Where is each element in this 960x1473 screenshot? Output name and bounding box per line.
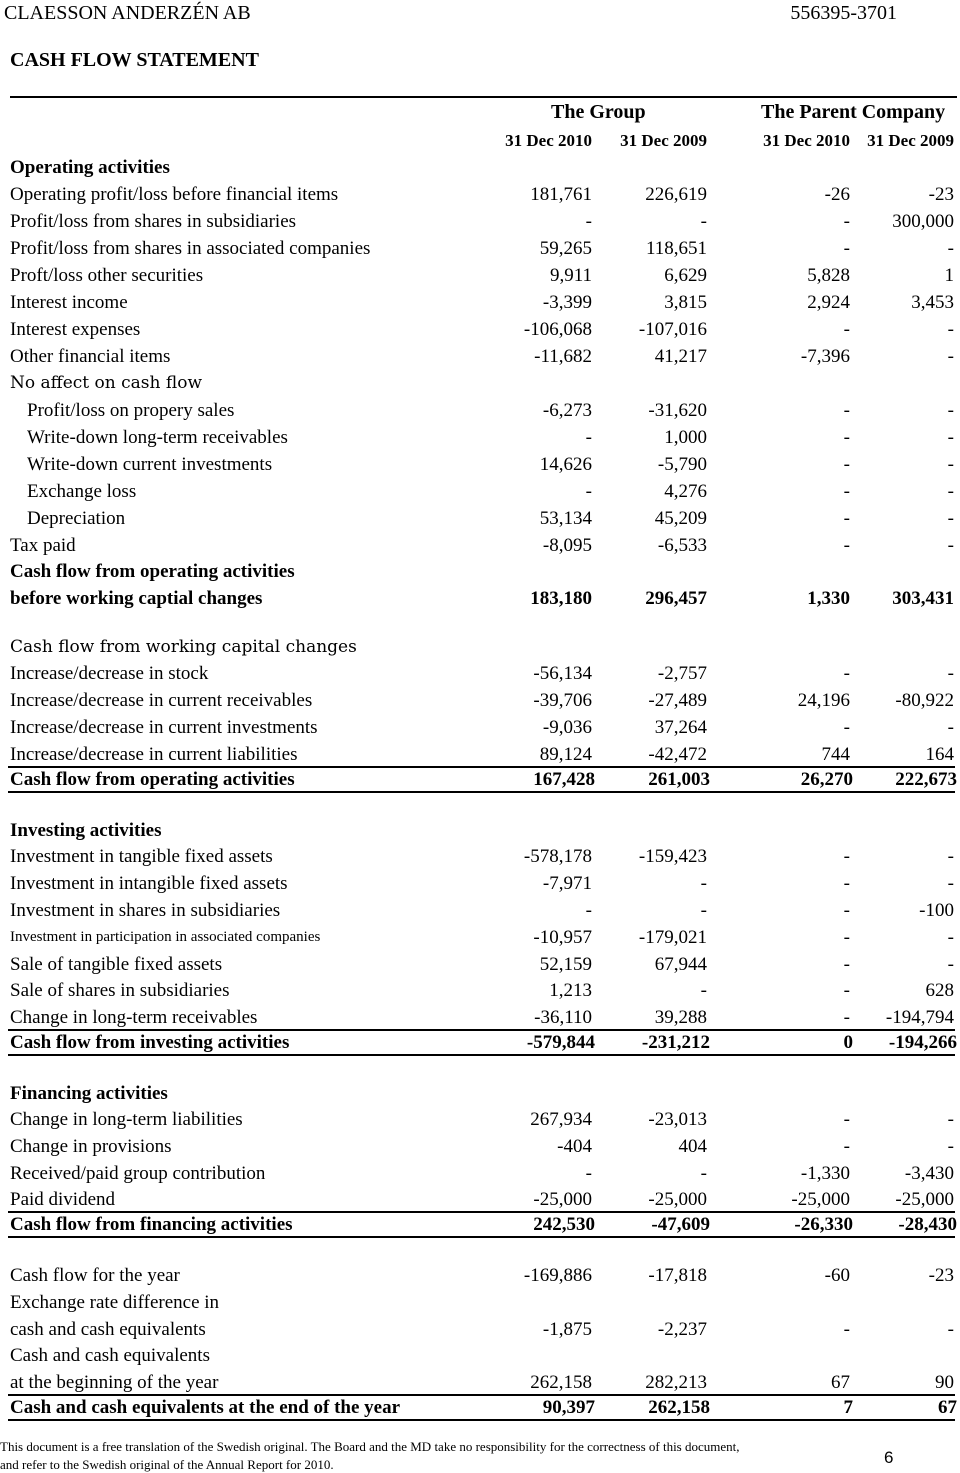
table-row [0, 1160, 960, 1187]
row-value: -159,423 [638, 846, 707, 867]
row-value: - [947, 319, 954, 340]
table-row [0, 316, 960, 343]
row-value: 404 [678, 1136, 707, 1157]
row-label: Increase/decrease in current investments [10, 717, 318, 738]
row-label: Other financial items [10, 346, 171, 367]
row-label: Cash flow for the year [10, 1265, 180, 1286]
row-label: Write-down long-term receivables [27, 427, 288, 448]
row-value: 26,270 [800, 769, 853, 790]
row-value: - [585, 1163, 592, 1184]
row-label: Sale of tangible fixed assets [10, 954, 223, 975]
row-value: -5,790 [657, 454, 707, 475]
row-label: Tax paid [10, 535, 76, 556]
row-value: - [947, 508, 954, 529]
row-value: - [843, 980, 850, 1001]
row-value: 24,196 [797, 690, 850, 711]
row-label: Investment in intangible fixed assets [10, 873, 288, 894]
row-label: Exchange loss [27, 481, 137, 502]
row-value: 262,158 [530, 1372, 592, 1393]
row-label: Cash flow from working capital changes [10, 637, 357, 657]
table-row [0, 343, 960, 370]
row-value: - [947, 400, 954, 421]
row-value: - [947, 454, 954, 475]
row-value: 222,673 [895, 769, 957, 790]
row-value: 183,180 [530, 588, 592, 609]
table-row [0, 714, 960, 741]
table-row [0, 634, 960, 661]
row-value: - [843, 238, 850, 259]
row-value: 3,815 [664, 292, 707, 313]
table-row [0, 397, 960, 424]
table-row [8, 1029, 955, 1056]
row-value: -23 [928, 184, 954, 205]
row-label: Financing activities [10, 1083, 168, 1104]
row-value: 1,330 [807, 588, 850, 609]
row-value: - [947, 1136, 954, 1157]
row-value: - [700, 873, 707, 894]
row-value: -579,844 [526, 1032, 595, 1053]
row-value: -194,794 [885, 1007, 954, 1028]
row-value: 37,264 [654, 717, 707, 738]
table-row [0, 1133, 960, 1160]
row-value: 4,276 [664, 481, 707, 502]
row-value: - [947, 346, 954, 367]
row-value: 261,003 [648, 769, 710, 790]
parent-heading: The Parent Company [761, 101, 946, 123]
row-value: 262,158 [648, 1397, 710, 1418]
row-value: - [585, 427, 592, 448]
row-label: Exchange rate difference in [10, 1292, 220, 1313]
row-value: - [843, 427, 850, 448]
row-label: Proft/loss other securities [10, 265, 204, 286]
row-value: - [700, 980, 707, 1001]
table-row [0, 741, 960, 768]
table-row [0, 558, 960, 585]
table-row [0, 817, 960, 844]
row-value: - [843, 927, 850, 948]
date-header: 31 Dec 2009 [620, 131, 707, 150]
row-label: Increase/decrease in current liabilities [10, 744, 298, 765]
table-row [0, 1369, 960, 1396]
row-value: 744 [821, 744, 850, 765]
row-value: -1,330 [800, 1163, 850, 1184]
row-value: - [585, 481, 592, 502]
row-value: - [947, 873, 954, 894]
table-row [0, 1262, 960, 1289]
row-value: - [843, 1319, 850, 1340]
row-value: - [843, 846, 850, 867]
row-value: 52,159 [539, 954, 592, 975]
row-value: -3,399 [542, 292, 592, 313]
row-value: 282,213 [645, 1372, 707, 1393]
row-value: - [843, 954, 850, 975]
row-label: Increase/decrease in stock [10, 663, 209, 684]
row-value: 303,431 [892, 588, 954, 609]
table-row [0, 1080, 960, 1107]
footer-note-2: and refer to the Swedish original of the Annual Report for 2010. [0, 1457, 334, 1472]
row-value: -11,682 [534, 346, 592, 367]
table-row [0, 208, 960, 235]
row-value: -80,922 [895, 690, 954, 711]
row-label: Operating profit/loss before financial items [10, 184, 339, 205]
table-row [0, 505, 960, 532]
table-row [0, 1004, 960, 1031]
row-label: at the beginning of the year [10, 1372, 219, 1393]
row-value: -60 [824, 1265, 850, 1286]
row-label: Paid dividend [10, 1189, 116, 1210]
row-value: -27,489 [648, 690, 707, 711]
row-value: -42,472 [648, 744, 707, 765]
row-label: Change in long-term receivables [10, 1007, 258, 1028]
table-row [0, 660, 960, 687]
row-label: Sale of shares in subsidiaries [10, 980, 230, 1001]
row-value: -7,971 [542, 873, 592, 894]
row-value: -404 [557, 1136, 592, 1157]
table-row [0, 1186, 960, 1213]
row-value: -36,110 [534, 1007, 592, 1028]
table-row [0, 1316, 960, 1343]
row-value: 53,134 [539, 508, 592, 529]
company-name: CLAESSON ANDERZÉN AB [4, 2, 251, 24]
date-header: 31 Dec 2009 [867, 131, 954, 150]
row-label: Investment in shares in subsidiaries [10, 900, 281, 921]
row-value: 300,000 [892, 211, 954, 232]
row-value: -25,000 [648, 1189, 707, 1210]
row-label: Investment in tangible fixed assets [10, 846, 273, 867]
row-value: 242,530 [533, 1214, 595, 1235]
row-value: -2,237 [657, 1319, 707, 1340]
row-value: 296,457 [645, 588, 707, 609]
row-value: - [843, 508, 850, 529]
row-value: - [843, 319, 850, 340]
row-value: - [843, 1136, 850, 1157]
row-value: - [843, 1109, 850, 1130]
row-label: Investing activities [10, 820, 162, 841]
row-value: - [843, 211, 850, 232]
row-value: - [843, 400, 850, 421]
row-value: -39,706 [533, 690, 592, 711]
table-row [8, 1394, 955, 1421]
row-label: Cash and cash equivalents at the end of the year [10, 1397, 401, 1418]
table-row [0, 532, 960, 559]
row-value: - [947, 427, 954, 448]
row-value: 89,124 [539, 744, 592, 765]
table-row [0, 451, 960, 478]
row-value: 226,619 [645, 184, 707, 205]
row-value: -1,875 [542, 1319, 592, 1340]
row-value: 0 [843, 1032, 853, 1053]
row-label: Profit/loss from shares in subsidiaries [10, 211, 297, 232]
row-label: Write-down current investments [27, 454, 273, 475]
row-label: Depreciation [27, 508, 126, 529]
table-row [0, 977, 960, 1004]
table-row [0, 478, 960, 505]
row-value: -100 [919, 900, 954, 921]
row-label: Interest income [10, 292, 128, 313]
row-label: Investment in participation in associated companies [10, 929, 321, 945]
table-row [0, 289, 960, 316]
row-value: -25,000 [895, 1189, 954, 1210]
row-value: - [947, 238, 954, 259]
row-value: - [700, 211, 707, 232]
row-value: 181,761 [530, 184, 592, 205]
row-value: - [843, 663, 850, 684]
row-value: 2,924 [807, 292, 850, 313]
row-label: Interest expenses [10, 319, 141, 340]
row-value: - [947, 954, 954, 975]
row-value: 1,000 [664, 427, 707, 448]
row-value: -8,095 [542, 535, 592, 556]
table-row [8, 1211, 955, 1238]
row-value: - [843, 481, 850, 502]
row-value: -9,036 [542, 717, 592, 738]
row-label: cash and cash equivalents [10, 1319, 206, 1340]
footer-note-1: This document is a free translation of the Swedish original. The Board and the MD take no responsibility for the correctness of this document, [0, 1439, 740, 1454]
row-value: 167,428 [533, 769, 595, 790]
row-value: 267,934 [530, 1109, 592, 1130]
row-label: Cash flow from investing activities [10, 1032, 290, 1053]
table-row [0, 181, 960, 208]
row-value: -2,757 [657, 663, 707, 684]
row-value: 59,265 [539, 238, 592, 259]
table-row [0, 585, 960, 612]
table-row [0, 154, 960, 181]
row-value: - [700, 900, 707, 921]
row-value: - [947, 535, 954, 556]
row-value: - [843, 535, 850, 556]
row-value: - [947, 481, 954, 502]
row-value: -6,533 [657, 535, 707, 556]
row-value: -169,886 [523, 1265, 592, 1286]
row-value: 67 [831, 1372, 850, 1393]
date-header: 31 Dec 2010 [505, 131, 592, 150]
row-value: -6,273 [542, 400, 592, 421]
row-value: 14,626 [539, 454, 592, 475]
row-value: -31,620 [648, 400, 707, 421]
row-value: 39,288 [654, 1007, 707, 1028]
header-rule [10, 96, 957, 98]
row-value: -26,330 [794, 1214, 853, 1235]
row-value: - [585, 211, 592, 232]
row-value: - [947, 927, 954, 948]
page-number: 6 [884, 1448, 894, 1467]
table-row [0, 262, 960, 289]
row-value: 1 [944, 265, 954, 286]
row-value: -578,178 [523, 846, 592, 867]
row-label: Profit/loss on propery sales [27, 400, 235, 421]
row-value: -56,134 [533, 663, 592, 684]
table-row [0, 235, 960, 262]
org-number: 556395-3701 [790, 2, 897, 24]
date-header: 31 Dec 2010 [763, 131, 850, 150]
row-value: - [947, 1109, 954, 1130]
row-value: -26 [824, 184, 850, 205]
table-row [0, 870, 960, 897]
table-row [0, 687, 960, 714]
table-row [0, 1289, 960, 1316]
row-value: - [947, 846, 954, 867]
row-value: -25,000 [533, 1189, 592, 1210]
row-value: 1,213 [549, 980, 592, 1001]
row-value: -194,266 [888, 1032, 957, 1053]
table-row [0, 424, 960, 451]
row-value: 118,651 [645, 238, 707, 259]
row-value: 67,944 [654, 954, 707, 975]
row-value: -179,021 [638, 927, 707, 948]
row-value: 67 [938, 1397, 957, 1418]
row-value: -23,013 [648, 1109, 707, 1130]
row-value: 45,209 [654, 508, 707, 529]
row-label: Cash flow from financing activities [10, 1214, 293, 1235]
row-value: - [843, 900, 850, 921]
row-value: -47,609 [651, 1214, 710, 1235]
row-value: - [843, 1007, 850, 1028]
row-value: 9,911 [549, 265, 592, 286]
group-heading: The Group [551, 101, 646, 123]
table-row [0, 370, 960, 397]
row-value: -10,957 [533, 927, 592, 948]
row-value: - [947, 1319, 954, 1340]
row-value: -106,068 [523, 319, 592, 340]
row-value: -23 [928, 1265, 954, 1286]
row-value: 164 [925, 744, 954, 765]
row-value: -17,818 [648, 1265, 707, 1286]
row-value: - [843, 454, 850, 475]
row-value: 90,397 [542, 1397, 595, 1418]
row-value: -107,016 [638, 319, 707, 340]
row-value: -3,430 [904, 1163, 954, 1184]
row-label: Change in provisions [10, 1136, 172, 1157]
row-value: - [947, 717, 954, 738]
row-label: Cash and cash equivalents [10, 1345, 210, 1366]
row-value: 628 [925, 980, 954, 1001]
row-value: 3,453 [911, 292, 954, 313]
page-title: CASH FLOW STATEMENT [10, 49, 259, 71]
table-row [0, 897, 960, 924]
row-label: No affect on cash flow [10, 373, 202, 393]
row-value: -231,212 [641, 1032, 710, 1053]
row-label: Operating activities [10, 157, 170, 178]
row-label: Change in long-term liabilities [10, 1109, 243, 1130]
row-value: - [843, 717, 850, 738]
row-value: - [700, 1163, 707, 1184]
row-value: 41,217 [654, 346, 707, 367]
row-label: Profit/loss from shares in associated companies [10, 238, 371, 259]
row-value: 5,828 [807, 265, 850, 286]
row-value: 7 [843, 1397, 853, 1418]
row-label: Received/paid group contribution [10, 1163, 266, 1184]
row-value: 6,629 [664, 265, 707, 286]
row-label: Cash flow from operating activities [10, 561, 295, 582]
table-row [0, 843, 960, 870]
row-label: Cash flow from operating activities [10, 769, 295, 790]
row-value: -7,396 [800, 346, 850, 367]
row-value: - [585, 900, 592, 921]
table-row [0, 1342, 960, 1369]
table-row [8, 766, 955, 793]
row-label: Increase/decrease in current receivables [10, 690, 313, 711]
row-value: -28,430 [898, 1214, 957, 1235]
row-label: before working captial changes [10, 588, 263, 609]
row-value: - [843, 873, 850, 894]
table-row [0, 1106, 960, 1133]
row-value: 90 [935, 1372, 954, 1393]
table-row [0, 924, 960, 951]
table-row [0, 951, 960, 978]
row-value: - [947, 663, 954, 684]
row-value: -25,000 [791, 1189, 850, 1210]
